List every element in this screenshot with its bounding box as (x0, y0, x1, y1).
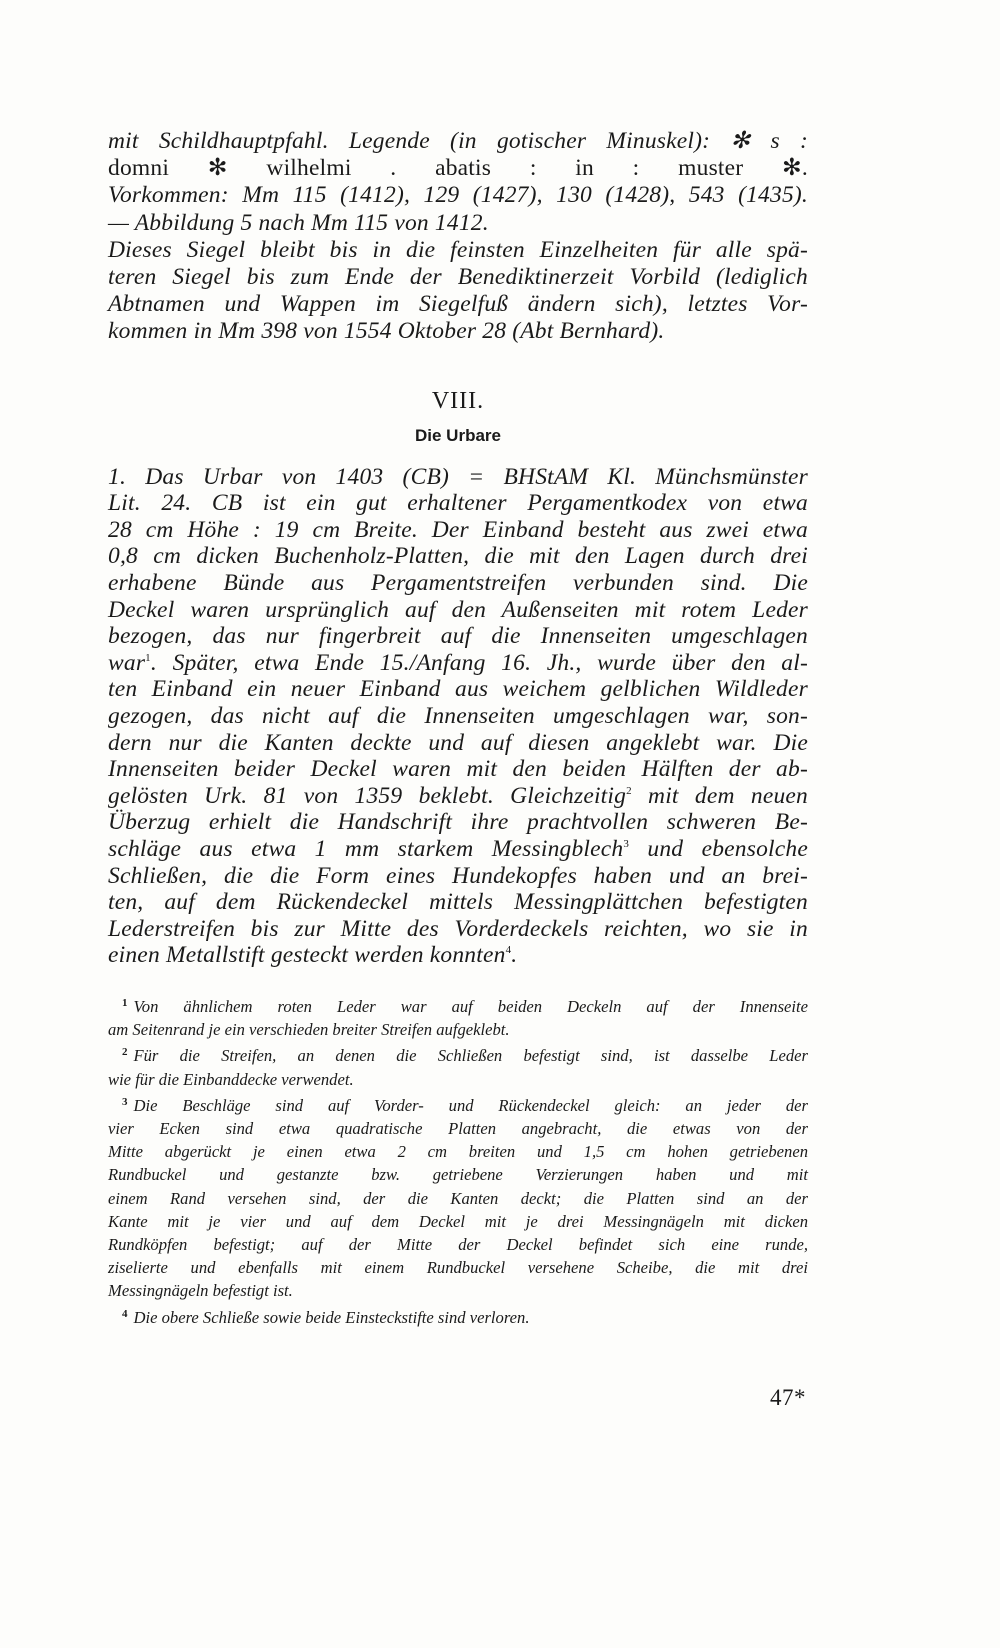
footnote-line: vier Ecken sind etwa quadratische Platten angebracht, die etwas von der (108, 1118, 808, 1138)
footnotes (108, 992, 808, 1329)
text-line: Lederstreifen bis zur Mitte des Vorderdeckels reichten, wo sie in (108, 915, 808, 942)
page-number: 47* (770, 1385, 806, 1410)
footnote-4 (108, 1303, 808, 1329)
text-segment: einen Metallstift gesteckt werden konnten (108, 942, 506, 969)
section-number: VIII. (431, 387, 485, 414)
text-line: dern nur die Kanten deckte und auf diesen angeklebt war. Die (108, 729, 808, 756)
footnote-text: Für die Streifen, an denen die Schließen befestigt sind, ist dasselbe Leder (133, 1046, 808, 1066)
text-line (108, 783, 808, 810)
text-line: gezogen, das nicht auf die Innenseiten umgeschlagen war, son- (108, 702, 808, 729)
text-line: 0,8 cm dicken Buchenholz-Platten, die mit den Lagen durch drei (108, 543, 808, 570)
text-segment: schläge aus etwa 1 mm starkem Messingblech (108, 835, 624, 862)
text-line (108, 836, 808, 863)
text-segment: und ebensolche (629, 835, 808, 862)
text-segment: . Später, etwa Ende 15./Anfang 16. Jh., wurde über den al- (150, 649, 808, 676)
body-paragraph (108, 464, 808, 969)
text-segment: war (108, 649, 146, 676)
footnote-line: ziselierte und ebenfalls mit einem Rundbuckel versehene Scheibe, die mit drei (108, 1258, 808, 1278)
footnote-2 (108, 1041, 808, 1067)
text-line: Vorkommen: Mm 115 (1412), 129 (1427), 130 (1428), 543 (1435). (108, 182, 808, 209)
footnote-line: einem Rand versehen sind, der die Kanten deckt; die Platten sind an der (108, 1188, 808, 1208)
text-line: Dieses Siegel bleibt bis in die feinsten Einzelheiten für alle spä- (108, 236, 808, 263)
text-line: Deckel waren ursprünglich auf den Außenseiten mit rotem Leder (108, 596, 808, 623)
text-segment: mit dem neuen (631, 782, 809, 809)
seal-description (108, 128, 808, 346)
text-line: bezogen, das nur fingerbreit auf die Innenseiten umgeschlagen (108, 623, 808, 650)
text-line: Schließen, die die Form eines Hundekopfes haben und an brei- (108, 862, 808, 889)
footnote-text: Die obere Schließe sowie beide Einsteckstifte sind verloren. (133, 1307, 530, 1327)
text-line: kommen in Mm 398 von 1554 Oktober 28 (Abt Bernhard). (108, 318, 665, 345)
footnote-marker: 2 (122, 1046, 128, 1059)
footnote-marker: 4 (122, 1307, 128, 1320)
footnote-line: Messingnägeln befestigt ist. (108, 1281, 293, 1301)
footnote-1 (108, 992, 808, 1018)
text-line: mit Schildhauptpfahl. Legende (in gotischer Minuskel): ✻ s : (108, 128, 808, 154)
footnote-line: am Seitenrand je ein verschieden breiter Streifen aufgeklebt. (108, 1020, 510, 1040)
footnote-reference[interactable]: 4 (505, 944, 512, 957)
text-line: ten, auf dem Rückendeckel mittels Messingplättchen befestigten (108, 889, 808, 916)
footnote-text: Von ähnlichem roten Leder war auf beiden Deckeln auf der Innenseite (133, 996, 808, 1016)
footnote-reference[interactable]: 2 (626, 784, 632, 797)
footnote-text: Die Beschläge sind auf Vorder- und Rückendeckel gleich: an jeder der (133, 1095, 808, 1115)
footnote-reference[interactable]: 1 (145, 651, 151, 664)
footnote-3 (108, 1091, 808, 1117)
footnote-line: wie für die Einbanddecke verwendet. (108, 1069, 354, 1089)
text-line: teren Siegel bis zum Ende der Benediktinerzeit Vorbild (lediglich (108, 264, 808, 291)
footnote-line: Rundbuckel und gestanzte bzw. getriebene Verzierungen haben und mit (108, 1165, 808, 1185)
footnote-marker: 1 (122, 996, 128, 1009)
text-line: 28 cm Höhe : 19 cm Breite. Der Einband besteht aus zwei etwa (108, 516, 808, 543)
footnote-line: Mitte abgerückt je einen etwa 2 cm breiten und 1,5 cm hohen getriebenen (108, 1142, 808, 1162)
text-line: Lit. 24. CB ist ein gut erhaltener Pergamentkodex von etwa (108, 490, 808, 517)
footnote-reference[interactable]: 3 (623, 837, 630, 850)
text-line: Abtnamen und Wappen im Siegelfuß ändern sich), letztes Vor- (108, 291, 808, 318)
footnote-line: Kante mit je vier und auf dem Deckel mit je drei Messingnägeln mit dicken (108, 1211, 808, 1231)
text-line: Innenseiten beider Deckel waren mit den beiden Hälften der ab- (108, 756, 808, 783)
section-title: Die Urbare (415, 425, 501, 445)
footnote-line: Rundköpfen befestigt; auf der Mitte der Deckel befindet sich eine runde, (108, 1234, 808, 1254)
text-line: — Abbildung 5 nach Mm 115 von 1412. (108, 209, 489, 236)
text-line: 1. Das Urbar von 1403 (CB) = BHStAM Kl. Münchsmünster (108, 463, 808, 490)
text-segment: gelösten Urk. 81 von 1359 beklebt. Gleichzeitig (108, 782, 627, 809)
footnote-marker: 3 (122, 1095, 128, 1108)
text-line: Überzug erhielt die Handschrift ihre prachtvollen schweren Be- (108, 809, 808, 836)
text-line: domni ✻ wilhelmi . abatis : in : muster ✻. (108, 155, 808, 182)
text-line: erhabene Bünde aus Pergamentstreifen verbunden sind. Die (108, 570, 808, 596)
text-segment: . (511, 942, 518, 969)
text-line: ten Einband ein neuer Einband aus weichem gelblichen Wildleder (108, 676, 808, 703)
document-page (108, 128, 808, 1329)
text-line (108, 942, 808, 969)
text-line (108, 650, 808, 677)
